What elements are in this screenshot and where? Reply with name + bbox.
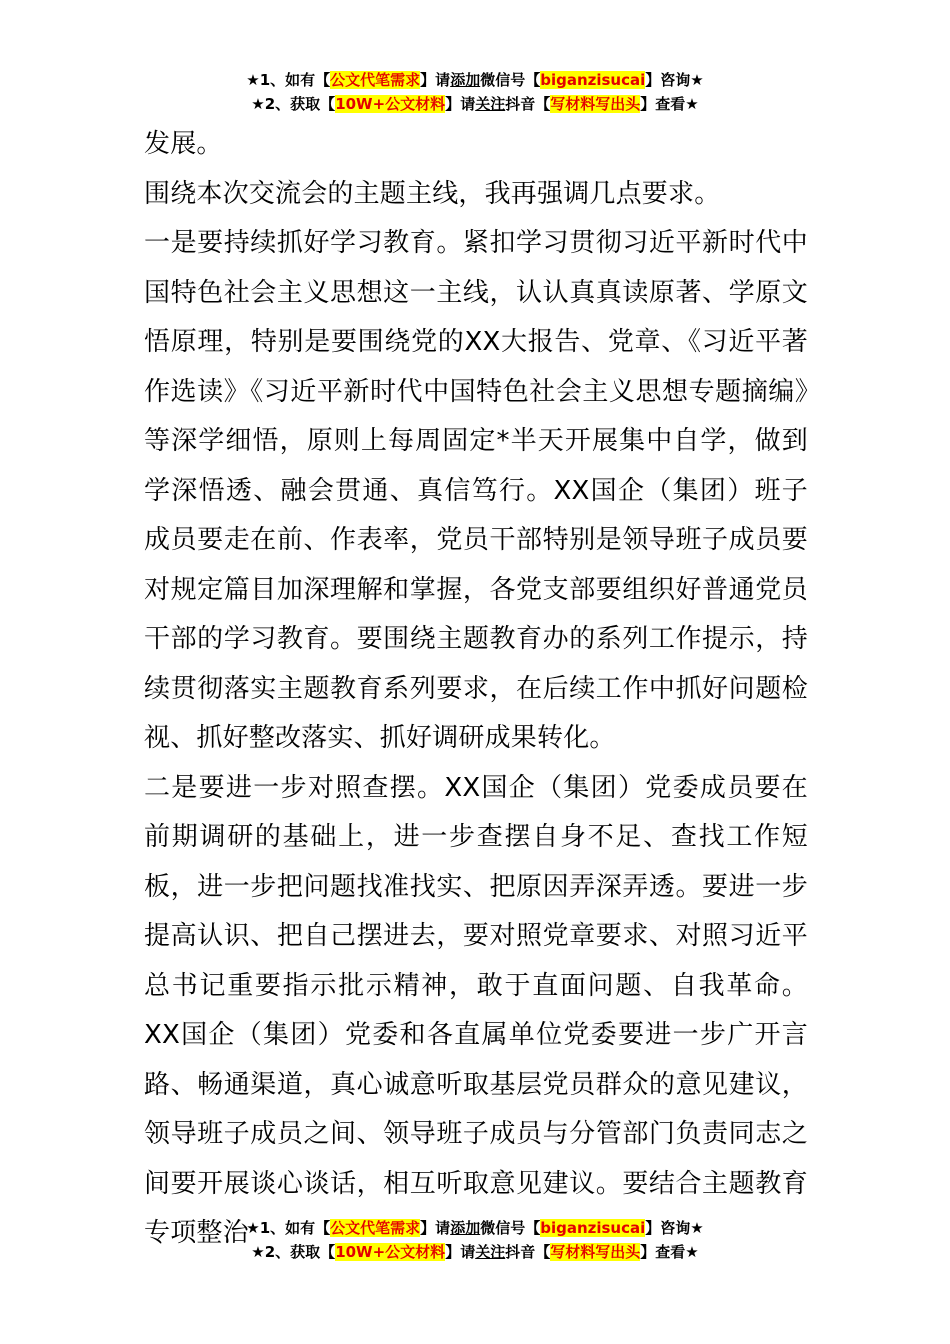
banner-line-1: ★1、如有【公文代笔需求】请添加微信号【biganzisucai】咨询★ (246, 1219, 704, 1237)
footer-banner (0, 1216, 950, 1264)
paragraph: 二是要进一步对照查摆。XX国企（集团）党委成员要在前期调研的基础上，进一步查摆自身不足、查找工作短板，进一步把问题找准找实、把原因弄深弄透。要进一步提高认识、把自己摆进去，要对照党章要求、对照习近平总书记重要指示批示精神，敢于直面问题、自我革命。XX国企（集团）党委和各直属单位党委要进一步广开言路、畅通渠道，真心诚意听取基层党员群众的意见建议，领导班子成员之间、领导班子成员与分管部门负责同志之间要开展谈心谈话，相互听取意见建议。要结合主题教育专项整治 (144, 772, 808, 1248)
banner-line-1: ★1、如有【公文代笔需求】请添加微信号【biganzisucai】咨询★ (246, 71, 704, 89)
highlight-materials: 10W+公文材料 (335, 1243, 446, 1261)
highlight-wechat-id: biganzisucai (540, 1219, 646, 1237)
paragraph: 一是要持续抓好学习教育。紧扣学习贯彻习近平新时代中国特色社会主义思想这一主线，认认真真读原著、学原文悟原理，特别是要围绕党的XX大报告、党章、《习近平著作选读》《习近平新时代中国特色社会主义思想专题摘编》等深学细悟，原则上每周固定*半天开展集中自学，做到学深悟透、融会贯通、真信笃行。XX国企（集团）班子成员要走在前、作表率，党员干部特别是领导班子成员要对规定篇目加深理解和掌握，各党支部要组织好普通党员干部的学习教育。要围绕主题教育办的系列工作提示，持续贯彻落实主题教育系列要求，在后续工作中抓好问题检视、抓好整改落实、抓好调研成果转化。 (144, 228, 808, 753)
paragraph: 发展。 (144, 129, 223, 159)
highlight-douyin-id: 写材料写出头 (550, 1243, 641, 1261)
document-body (144, 120, 808, 1259)
highlight-douyin-id: 写材料写出头 (550, 95, 641, 113)
highlight-service: 公文代笔需求 (330, 71, 421, 89)
banner-line-2: ★2、获取【10W+公文材料】请关注抖音【写材料写出头】查看★ (251, 95, 699, 113)
paragraph: 围绕本次交流会的主题主线，我再强调几点要求。 (144, 178, 721, 209)
highlight-materials: 10W+公文材料 (335, 95, 446, 113)
header-banner (0, 68, 950, 116)
banner-line-2: ★2、获取【10W+公文材料】请关注抖音【写材料写出头】查看★ (251, 1243, 699, 1261)
highlight-service: 公文代笔需求 (330, 1219, 421, 1237)
highlight-wechat-id: biganzisucai (540, 71, 646, 89)
